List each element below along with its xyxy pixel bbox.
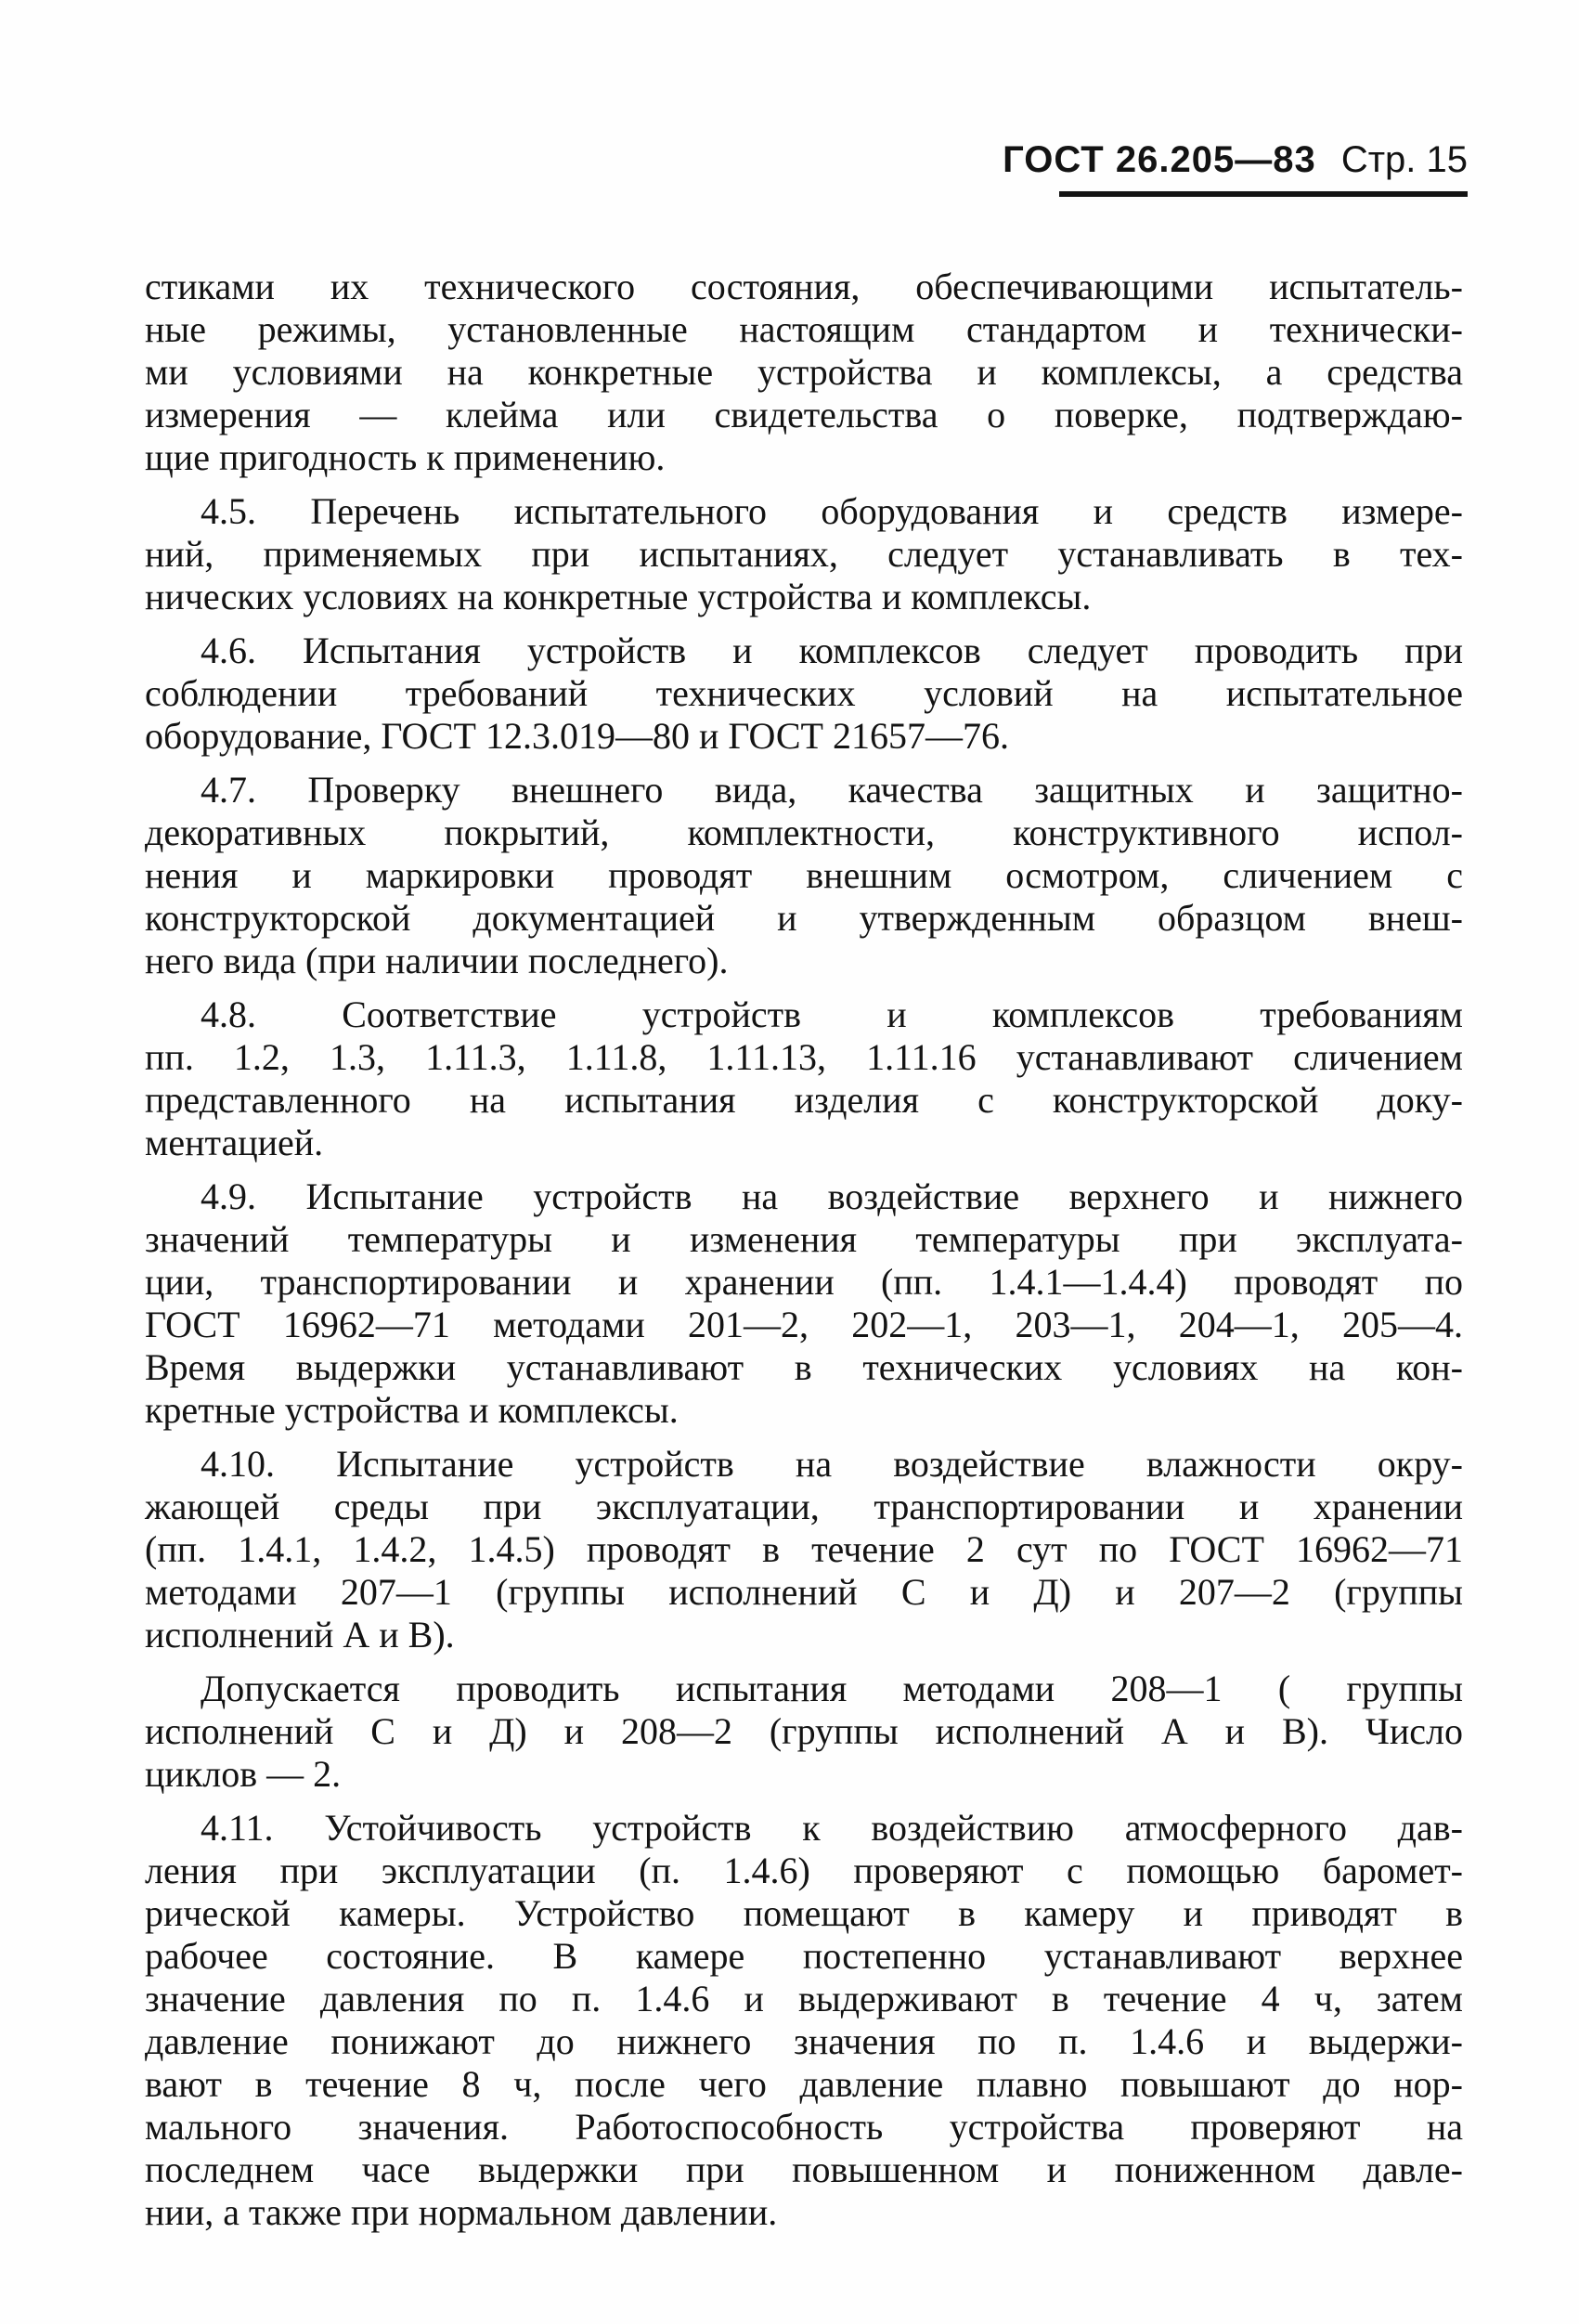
text-line: методами 207—1 (группы исполнений С и Д) и 207—2 (группы — [145, 1571, 1463, 1613]
text-line: соблюдении требований технических условий на испытательное — [145, 672, 1463, 714]
text-line: ГОСТ 16962—71 методами 201—2, 202—1, 203—1, 204—1, 205—4. — [145, 1304, 1463, 1345]
paragraph-continuation — [145, 266, 1463, 479]
text-line: нения и маркировки проводят внешним осмотром, сличением с — [145, 854, 1463, 896]
clause-4-7 — [145, 769, 1463, 982]
clause-4-9 — [145, 1175, 1463, 1432]
text-line: значение давления по п. 1.4.6 и выдерживают в течение 4 ч, затем — [145, 1978, 1463, 2019]
text-line: щие пригодность к применению. — [145, 436, 666, 478]
text-line: значений температуры и изменения температуры при эксплуата- — [145, 1218, 1463, 1260]
clause-4-8 — [145, 993, 1463, 1164]
text-line: 4.9. Испытание устройств на воздействие верхнего и нижнего — [201, 1175, 1463, 1217]
text-line: ментацией. — [145, 1122, 324, 1163]
text-line: (пп. 1.4.1, 1.4.2, 1.4.5) проводят в течение 2 сут по ГОСТ 16962—71 — [145, 1528, 1463, 1570]
text-line: 4.7. Проверку внешнего вида, качества защитных и защитно- — [201, 769, 1463, 811]
text-line: оборудование, ГОСТ 12.3.019—80 и ГОСТ 21657—76. — [145, 715, 1009, 757]
text-line: стиками их технического состояния, обеспечивающими испытатель- — [145, 266, 1463, 307]
text-line: рабочее состояние. В камере постепенно устанавливают верхнее — [145, 1935, 1463, 1977]
text-line: давление понижают до нижнего значения по п. 1.4.6 и выдержи- — [145, 2020, 1463, 2062]
clause-4-10 — [145, 1443, 1463, 1656]
text-line: измерения — клейма или свидетельства о поверке, подтверждаю- — [145, 394, 1463, 435]
page-header — [1003, 139, 1468, 197]
text-line: ления при эксплуатации (п. 1.4.6) проверяют с помощью баромет- — [145, 1850, 1463, 1891]
text-line: нических условиях на конкретные устройства и комплексы. — [145, 576, 1092, 617]
text-line: 4.6. Испытания устройств и комплексов следует проводить при — [201, 630, 1463, 671]
text-line: него вида (при наличии последнего). — [145, 940, 729, 981]
clause-4-10-note — [145, 1668, 1463, 1796]
text-line: кретные устройства и комплексы. — [145, 1389, 679, 1431]
text-line: конструкторской документацией и утвержденным образцом внеш- — [145, 897, 1463, 939]
header-rule — [1059, 191, 1468, 197]
text-line: исполнений А и В). — [145, 1614, 455, 1655]
text-line: декоративных покрытий, комплектности, конструктивного испол- — [145, 811, 1463, 853]
document-body — [145, 266, 1463, 2245]
text-line: ний, применяемых при испытаниях, следует устанавливать в тех- — [145, 533, 1463, 575]
text-line: ции, транспортировании и хранении (пп. 1.4.1—1.4.4) проводят по — [145, 1261, 1463, 1303]
text-line: вают в течение 8 ч, после чего давление плавно повышают до нор- — [145, 2063, 1463, 2105]
page-number: Стр. 15 — [1340, 139, 1468, 180]
text-line: ми условиями на конкретные устройства и комплексы, а средства — [145, 351, 1463, 393]
text-line: ные режимы, установленные настоящим стандартом и технически- — [145, 308, 1463, 350]
clause-4-6 — [145, 630, 1463, 758]
text-line: нии, а также при нормальном давлении. — [145, 2191, 778, 2233]
text-line: 4.8. Соответствие устройств и комплексов требованиям — [201, 993, 1463, 1035]
text-line: Допускается проводить испытания методами 208—1 ( группы — [201, 1668, 1463, 1709]
text-line: 4.11. Устойчивость устройств к воздействию атмосферного дав- — [201, 1807, 1463, 1849]
text-line: 4.5. Перечень испытательного оборудования и средств измере- — [201, 490, 1463, 532]
clause-4-5 — [145, 490, 1463, 618]
doc-number: ГОСТ 26.205—83 — [1003, 139, 1316, 180]
text-line: последнем часе выдержки при повышенном и пониженном давле- — [145, 2149, 1463, 2190]
text-line: пп. 1.2, 1.3, 1.11.3, 1.11.8, 1.11.13, 1.11.16 устанавливают сличением — [145, 1036, 1463, 1078]
header-text — [1003, 139, 1468, 181]
text-line: Время выдержки устанавливают в технических условиях на кон- — [145, 1346, 1463, 1388]
text-line: представленного на испытания изделия с конструкторской доку- — [145, 1079, 1463, 1121]
text-line: 4.10. Испытание устройств на воздействие влажности окру- — [201, 1443, 1463, 1485]
text-line: мального значения. Работоспособность устройства проверяют на — [145, 2106, 1463, 2148]
text-line: исполнений С и Д) и 208—2 (группы исполнений А и В). Число — [145, 1710, 1463, 1752]
text-line: рической камеры. Устройство помещают в камеру и приводят в — [145, 1892, 1463, 1934]
text-line: жающей среды при эксплуатации, транспортировании и хранении — [145, 1486, 1463, 1527]
clause-4-11 — [145, 1807, 1463, 2234]
text-line: циклов — 2. — [145, 1753, 342, 1795]
